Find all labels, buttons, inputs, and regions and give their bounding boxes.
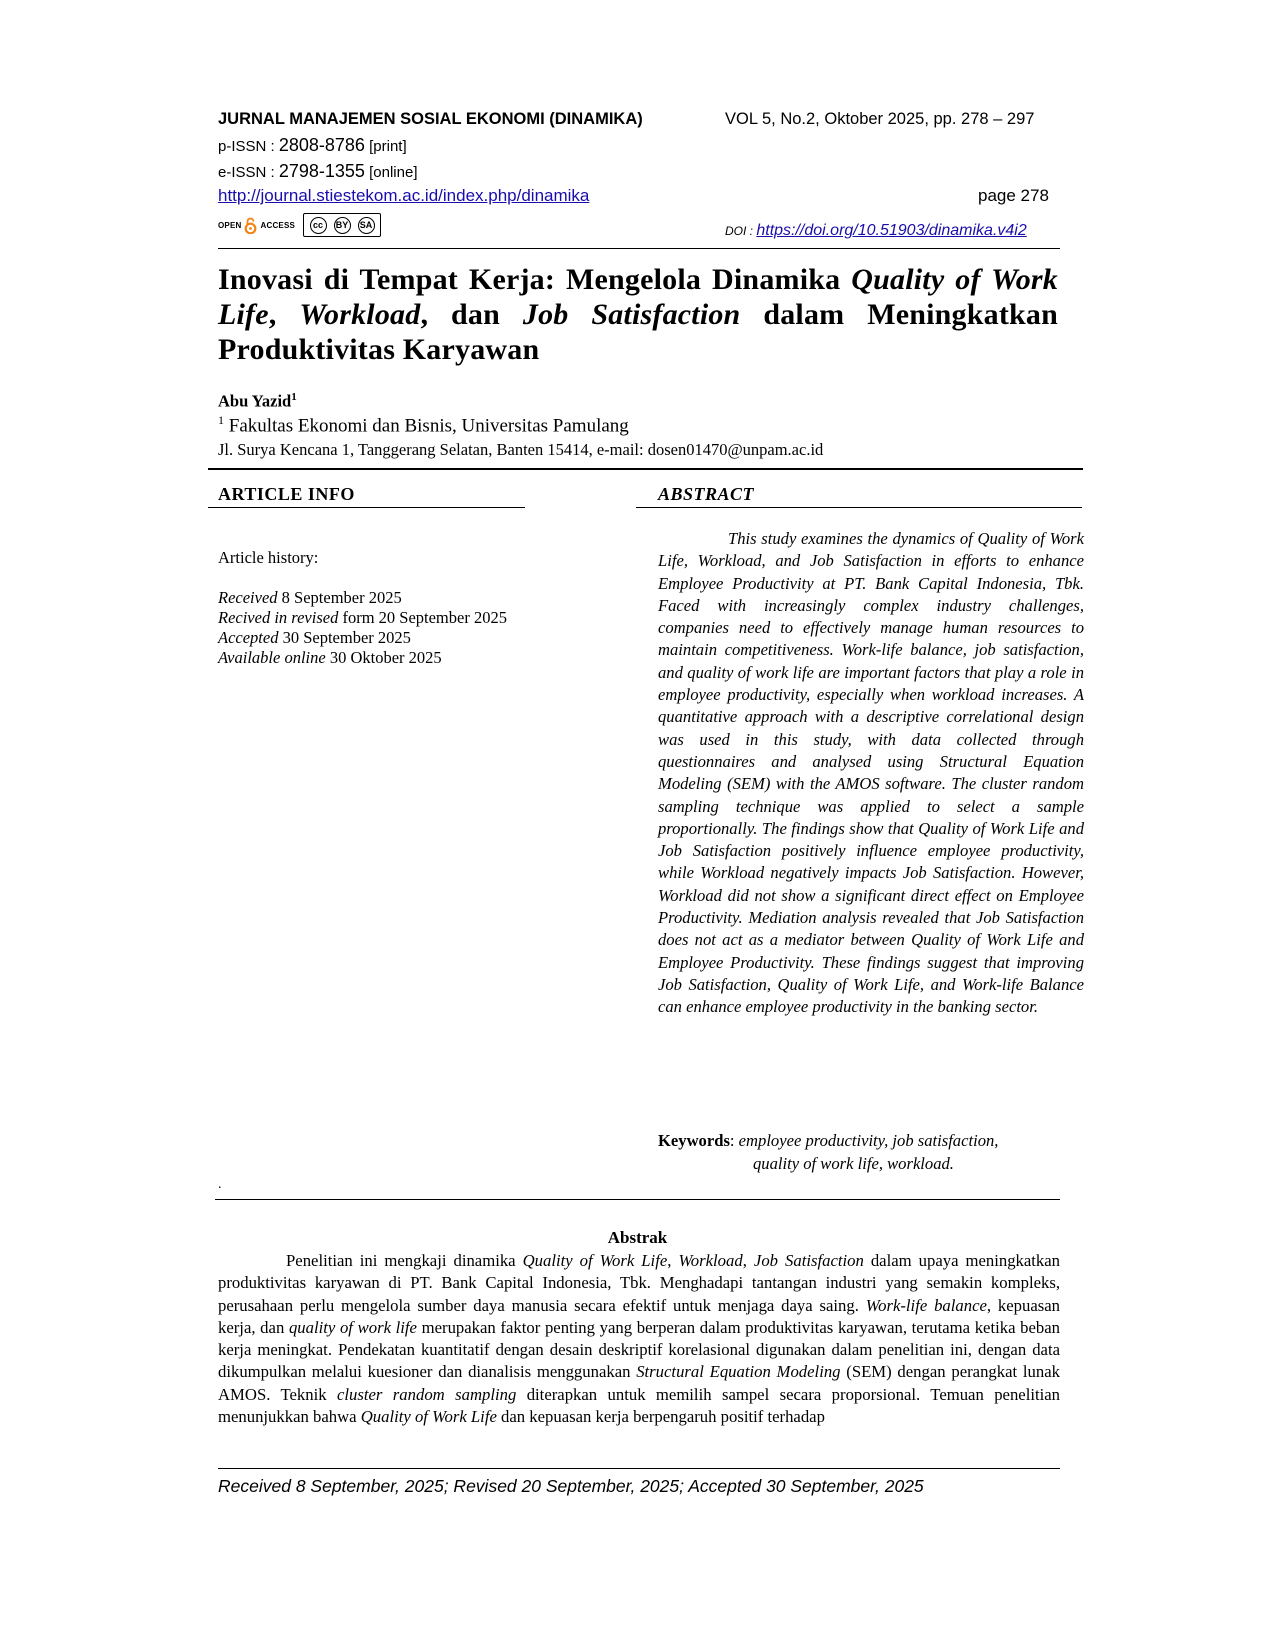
history-revised: Recived in revised form 20 September 2025 — [218, 608, 507, 627]
history-available-online: Available online 30 Oktober 2025 — [218, 648, 442, 667]
p-issn-number: 2808-8786 — [278, 135, 365, 155]
history-received: Received 8 September 2025 — [218, 588, 402, 607]
abstrak-heading: Abstrak — [607, 1228, 668, 1247]
e-issn-number: 2798-1355 — [278, 161, 365, 181]
creative-commons-badge — [303, 213, 381, 237]
header-rule — [218, 248, 1060, 249]
keywords-label: Keywords — [658, 1131, 730, 1150]
cc-sa-icon: SA — [358, 217, 375, 234]
journal-url-link[interactable]: http://journal.stiestekom.ac.id/index.php/dinamika — [218, 186, 590, 205]
abstract-rule — [636, 507, 1082, 508]
article-title: Inovasi di Tempat Kerja: Mengelola Dinamika Quality of Work Life, Workload, dan Job Satisfaction dalam Meningkatkan Produktivitas Karyawan — [218, 263, 1059, 366]
cc-by-icon: BY — [334, 217, 351, 234]
separator-dot: . — [218, 1177, 222, 1192]
abstract-text: This study examines the dynamics of Quality of Work Life, Workload, and Job Satisfaction in efforts to enhance Employee Productivity at PT. Bank Capital Indonesia, Tbk. Faced with increasingly complex industry challenges, companies need to effectively manage human resources to maintain competitiveness. Work-life balance, job satisfaction, and quality of work life are important factors that play a role in employee productivity, especially when workload increases. A quantitative approach with a descriptive correlational design was used in this study, with data collected through questionnaires and analysed using Structural Equation Modeling (SEM) with the AMOS software. The cluster random sampling technique was applied to select a sample proportionally. The findings show that Quality of Work Life and Job Satisfaction positively influence employee productivity, while Workload negatively impacts Job Satisfaction. However, Workload did not show a significant direct effect on Employee Productivity. Mediation analysis revealed that Job Satisfaction does not act as a mediator between Quality of Work Life and Employee Productivity. These findings suggest that improving Job Satisfaction, Quality of Work Life, and Work-life Balance can enhance employee productivity in the banking sector. — [658, 529, 1084, 1017]
doi-link[interactable]: https://doi.org/10.51903/dinamika.v4i2 — [756, 222, 1027, 239]
open-access-badge: OPEN ACCESS — [218, 217, 295, 234]
footer-dates: Received 8 September, 2025; Revised 20 September, 2025; Accepted 30 September, 2025 — [218, 1476, 924, 1496]
doi-line: DOI : https://doi.org/10.51903/dinamika.v4i2 — [725, 222, 1027, 239]
p-issn: p-ISSN : 2808-8786 [print] — [218, 135, 407, 155]
footer-rule — [218, 1468, 1060, 1469]
open-access-lock-icon — [244, 217, 257, 234]
license-badges — [218, 212, 381, 238]
abstract-end-rule — [215, 1199, 1060, 1200]
abstract-heading: ABSTRACT — [658, 484, 755, 504]
journal-name: JURNAL MANAJEMEN SOSIAL EKONOMI (DINAMIKA) — [218, 110, 643, 128]
author-affiliation: $^1$ Fakultas Ekonomi dan Bisnis, Universitas Pamulang — [218, 413, 629, 437]
author-address: Jl. Surya Kencana 1, Tanggerang Selatan, Banten 15414, e-mail: dosen01470@unpam.ac.id — [218, 440, 824, 459]
page-number: page 278 — [978, 186, 1049, 205]
abstrak-text: Penelitian ini mengkaji dinamika Quality of Work Life, Workload, Job Satisfaction dalam upaya meningkatkan produktivitas karyawan di PT. Bank Capital Indonesia, Tbk. Menghadapi tantangan industri yang semakin kompleks, perusahaan perlu mengelola sumber daya manusia secara efektif untuk menjaga daya saing. Work-life balance, kepuasan kerja, dan quality of work life merupakan faktor penting yang berperan dalam produktivitas karyawan, terutama ketika beban kerja meningkat. Pendekatan kuantitatif dengan desain deskriptif korelasional digunakan dalam penelitian ini, dengan data dikumpulkan melalui kuesioner dan dianalisis menggunakan Structural Equation Modeling (SEM) dengan perangkat lunak AMOS. Teknik cluster random sampling diterapkan untuk memilih sampel secara proporsional. Temuan penelitian menunjukkan bahwa Quality of Work Life dan kepuasan kerja berpengaruh positif terhadap — [218, 1251, 1061, 1427]
article-history-label: Article history: — [218, 548, 319, 567]
cc-icon: cc — [310, 217, 327, 234]
volume-info: VOL 5, No.2, Oktober 2025, pp. 278 – 297 — [725, 110, 1035, 128]
article-info-heading: ARTICLE INFO — [218, 484, 355, 504]
history-accepted: Accepted 30 September 2025 — [218, 628, 411, 647]
e-issn: e-ISSN : 2798-1355 [online] — [218, 161, 418, 181]
author-name: Abu Yazid$^1$ — [218, 391, 297, 411]
keywords: Keywords: employee productivity, job satisfaction, quality of work life, workload. — [658, 1131, 999, 1173]
section-rule — [208, 468, 1083, 470]
article-info-rule — [208, 507, 525, 508]
